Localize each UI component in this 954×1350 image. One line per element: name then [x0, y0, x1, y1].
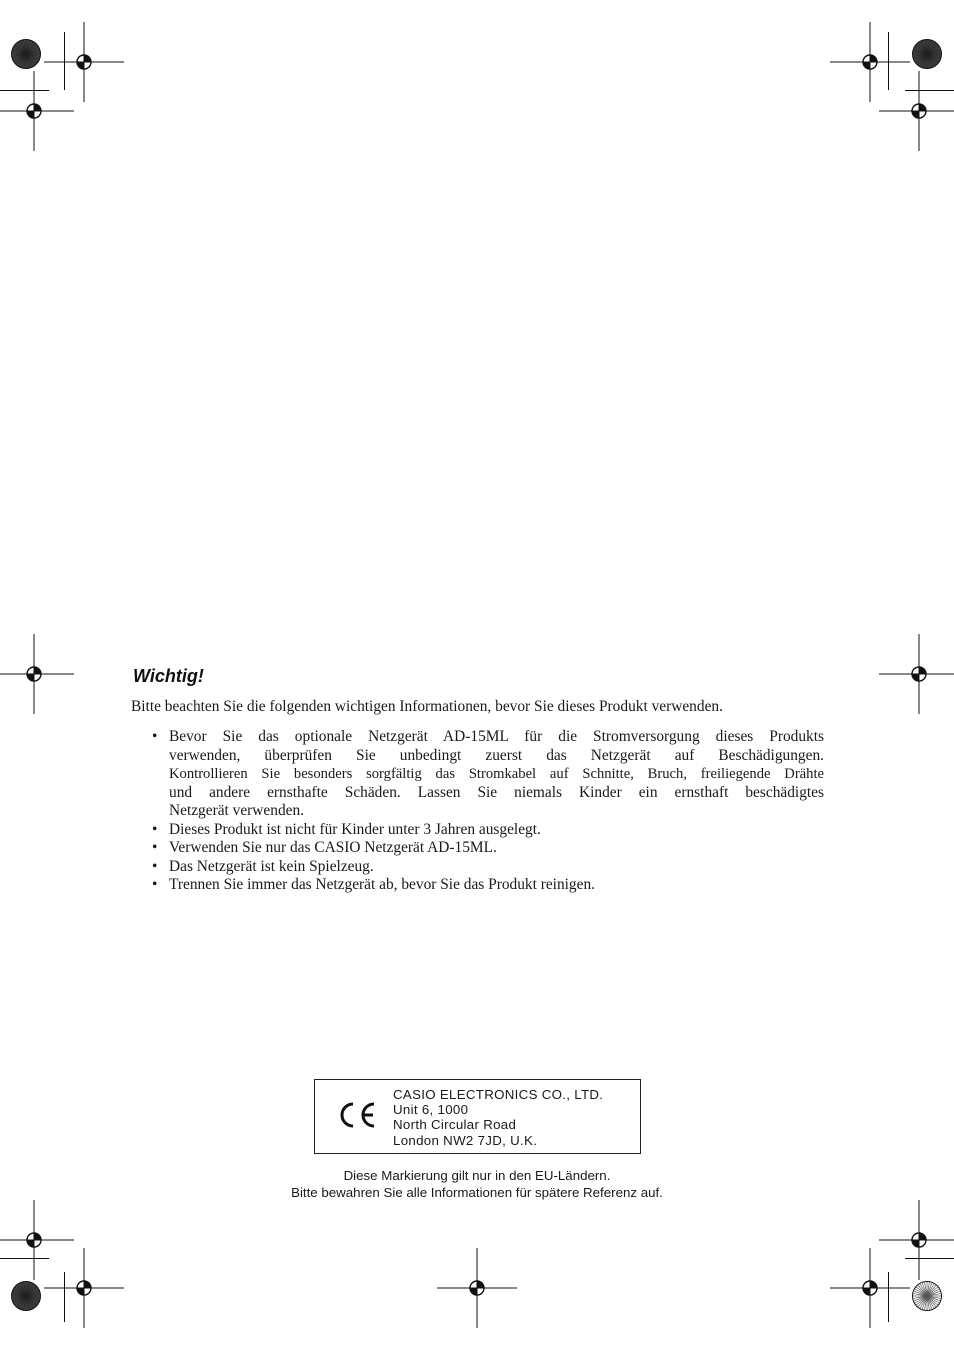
list-item-line: Verwenden Sie nur das CASIO Netzgerät AD-15ML.	[169, 839, 497, 856]
bullet-icon: •	[152, 728, 158, 745]
footer-line: Diese Markierung gilt nur in den EU-Ländern.	[343, 1168, 611, 1183]
color-bar-starburst-icon	[10, 1280, 42, 1312]
list-item-line: Bevor Sie das optionale Netzgerät AD-15ML für die Stromversorgung dieses Produkts	[169, 728, 824, 745]
registration-target-icon	[830, 1248, 910, 1328]
bullet-icon: •	[152, 839, 158, 856]
list-item-line: Trennen Sie immer das Netzgerät ab, bevor Sie das Produkt reinigen.	[169, 876, 595, 893]
registration-target-icon	[879, 634, 954, 714]
ce-mark-logo	[335, 1100, 377, 1135]
ce-label-box	[314, 1079, 641, 1154]
bullet-icon: •	[152, 876, 158, 893]
address-line: North Circular Road	[393, 1117, 517, 1133]
list-item	[152, 821, 824, 840]
footer-line: Bitte bewahren Sie alle Informationen für spätere Referenz auf.	[291, 1185, 663, 1200]
section-heading: Wichtig!	[133, 666, 204, 686]
registration-target-icon	[44, 1248, 124, 1328]
color-bar-starburst-icon	[911, 38, 943, 70]
list-item	[152, 728, 824, 821]
footer-note	[0, 1167, 954, 1201]
list-item	[152, 876, 824, 895]
list-item-line: verwenden, überprüfen Sie unbedingt zuerst das Netzgerät auf Beschädigungen.	[169, 746, 824, 764]
color-bar-starburst-icon	[10, 38, 42, 70]
bullet-icon: •	[152, 820, 158, 838]
color-bar-starburst-icon	[911, 1280, 943, 1312]
registration-target-icon	[0, 71, 74, 151]
list-item-line: und andere ernsthafte Schäden. Lassen Sie niemals Kinder ein ernsthaft beschädigtes	[169, 783, 824, 801]
list-item	[152, 839, 824, 858]
list-item-line: Netzgerät verwenden.	[169, 802, 305, 819]
intro-paragraph: Bitte beachten Sie die folgenden wichtigen Informationen, bevor Sie dieses Produkt verwenden.	[131, 698, 723, 715]
manufacturer-address	[393, 1087, 603, 1148]
warning-list	[152, 728, 824, 895]
list-item-line: Dieses Produkt ist nicht für Kinder unter 3 Jahren ausgelegt.	[169, 820, 541, 838]
bullet-icon: •	[152, 857, 158, 875]
company-name: CASIO ELECTRONICS CO., LTD.	[393, 1087, 604, 1102]
address-line: London NW2 7JD, U.K.	[393, 1132, 538, 1148]
list-item	[152, 858, 824, 877]
registration-target-icon	[437, 1248, 517, 1328]
registration-target-icon	[0, 634, 74, 714]
list-item-line: Kontrollieren Sie besonders sorgfältig das Stromkabel auf Schnitte, Bruch, freiliegende Drähte	[169, 766, 824, 782]
address-line: Unit 6, 1000	[393, 1102, 469, 1118]
registration-target-icon	[879, 71, 954, 151]
list-item-line: Das Netzgerät ist kein Spielzeug.	[169, 857, 374, 875]
